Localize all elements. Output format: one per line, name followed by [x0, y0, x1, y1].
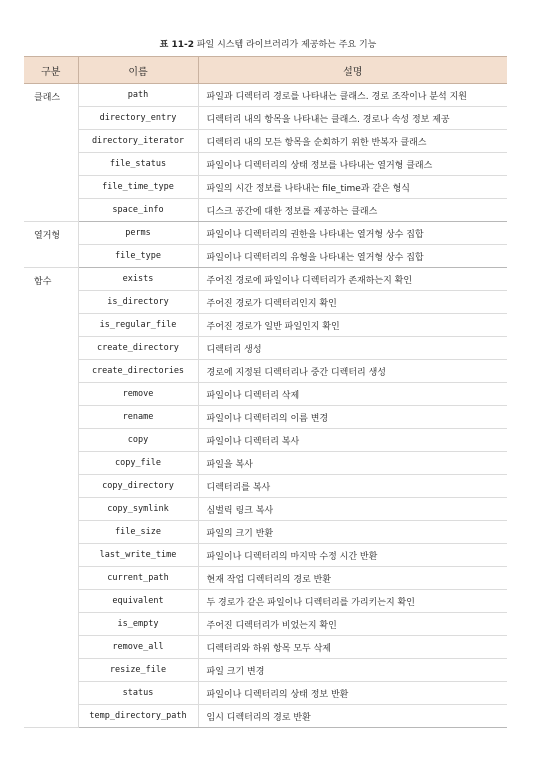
- category-cell: 함수: [24, 268, 78, 728]
- table-row: [24, 613, 507, 636]
- table-row: [24, 636, 507, 659]
- table-caption: [0, 37, 536, 50]
- name-cell: resize_file: [78, 659, 198, 682]
- table-row: [24, 521, 507, 544]
- table-row: [24, 130, 507, 153]
- name-cell: copy_directory: [78, 475, 198, 498]
- table-row: [24, 360, 507, 383]
- description-cell: 파일이나 디렉터리의 마지막 수정 시간 반환: [198, 544, 507, 567]
- description-cell: 파일을 복사: [198, 452, 507, 475]
- name-cell: equivalent: [78, 590, 198, 613]
- table-row: [24, 406, 507, 429]
- description-cell: 파일이나 디렉터리의 상태 정보를 나타내는 열거형 클래스: [198, 153, 507, 176]
- table-row: [24, 383, 507, 406]
- description-cell: 파일과 디렉터리 경로를 나타내는 클래스. 경로 조작이나 분석 지원: [198, 84, 507, 107]
- name-cell: directory_entry: [78, 107, 198, 130]
- description-cell: 주어진 경로가 디렉터리인지 확인: [198, 291, 507, 314]
- name-cell: temp_directory_path: [78, 705, 198, 728]
- name-cell: file_time_type: [78, 176, 198, 199]
- description-cell: 디렉터리 내의 항목을 나타내는 클래스. 경로나 속성 정보 제공: [198, 107, 507, 130]
- table-row: [24, 659, 507, 682]
- table-row: [24, 199, 507, 222]
- name-cell: file_size: [78, 521, 198, 544]
- description-cell: 경로에 지정된 디렉터리나 중간 디렉터리 생성: [198, 360, 507, 383]
- category-cell: 클래스: [24, 84, 78, 222]
- description-cell: 파일의 크기 반환: [198, 521, 507, 544]
- name-cell: space_info: [78, 199, 198, 222]
- table-row: [24, 452, 507, 475]
- description-cell: 파일이나 디렉터리 복사: [198, 429, 507, 452]
- description-cell: 주어진 경로에 파일이나 디렉터리가 존재하는지 확인: [198, 268, 507, 291]
- name-cell: copy_symlink: [78, 498, 198, 521]
- description-cell: 두 경로가 같은 파일이나 디렉터리를 가리키는지 확인: [198, 590, 507, 613]
- table-row: [24, 107, 507, 130]
- table-row: [24, 176, 507, 199]
- description-cell: 파일 크기 변경: [198, 659, 507, 682]
- table-row: [24, 567, 507, 590]
- caption-number: 표 11-2: [159, 40, 194, 50]
- name-cell: copy: [78, 429, 198, 452]
- name-cell: exists: [78, 268, 198, 291]
- table-row: [24, 498, 507, 521]
- table-row: [24, 153, 507, 176]
- description-cell: 파일이나 디렉터리의 권한을 나타내는 열거형 상수 집합: [198, 222, 507, 245]
- description-cell: 파일이나 디렉터리의 상태 정보 반환: [198, 682, 507, 705]
- table-row: [24, 705, 507, 728]
- caption-text: 파일 시스템 라이브러리가 제공하는 주요 기능: [196, 40, 377, 50]
- table-row: [24, 337, 507, 360]
- description-cell: 파일이나 디렉터리의 이름 변경: [198, 406, 507, 429]
- name-cell: file_type: [78, 245, 198, 268]
- description-cell: 현재 작업 디렉터리의 경로 반환: [198, 567, 507, 590]
- description-cell: 디스크 공간에 대한 정보를 제공하는 클래스: [198, 199, 507, 222]
- table-row: [24, 314, 507, 337]
- description-cell: 파일이나 디렉터리의 유형을 나타내는 열거형 상수 집합: [198, 245, 507, 268]
- description-cell: 임시 디렉터리의 경로 반환: [198, 705, 507, 728]
- header-name: 이름: [78, 57, 198, 84]
- table-body: [24, 84, 507, 728]
- name-cell: remove: [78, 383, 198, 406]
- name-cell: status: [78, 682, 198, 705]
- table-row: [24, 429, 507, 452]
- description-cell: 심벌릭 링크 복사: [198, 498, 507, 521]
- name-cell: is_directory: [78, 291, 198, 314]
- table-row: [24, 682, 507, 705]
- table-row: [24, 245, 507, 268]
- name-cell: directory_iterator: [78, 130, 198, 153]
- description-cell: 디렉터리 생성: [198, 337, 507, 360]
- category-cell: 열거형: [24, 222, 78, 268]
- name-cell: path: [78, 84, 198, 107]
- name-cell: copy_file: [78, 452, 198, 475]
- name-cell: file_status: [78, 153, 198, 176]
- name-cell: is_regular_file: [78, 314, 198, 337]
- description-cell: 디렉터리를 복사: [198, 475, 507, 498]
- name-cell: last_write_time: [78, 544, 198, 567]
- table-row: [24, 475, 507, 498]
- header-category: 구분: [24, 57, 78, 84]
- table-row: [24, 268, 507, 291]
- description-cell: 주어진 디렉터리가 비었는지 확인: [198, 613, 507, 636]
- description-cell: 디렉터리 내의 모든 항목을 순회하기 위한 반복자 클래스: [198, 130, 507, 153]
- name-cell: create_directory: [78, 337, 198, 360]
- table-row: [24, 84, 507, 107]
- name-cell: rename: [78, 406, 198, 429]
- description-cell: 파일의 시간 정보를 나타내는 file_time과 같은 형식: [198, 176, 507, 199]
- name-cell: perms: [78, 222, 198, 245]
- name-cell: create_directories: [78, 360, 198, 383]
- table-header-row: [24, 57, 507, 84]
- table-row: [24, 544, 507, 567]
- header-description: 설명: [198, 57, 507, 84]
- table-row: [24, 291, 507, 314]
- table-row: [24, 222, 507, 245]
- filesystem-functions-table: [24, 56, 507, 728]
- description-cell: 주어진 경로가 일반 파일인지 확인: [198, 314, 507, 337]
- table-row: [24, 590, 507, 613]
- description-cell: 디렉터리와 하위 항목 모두 삭제: [198, 636, 507, 659]
- description-cell: 파일이나 디렉터리 삭제: [198, 383, 507, 406]
- name-cell: is_empty: [78, 613, 198, 636]
- name-cell: remove_all: [78, 636, 198, 659]
- name-cell: current_path: [78, 567, 198, 590]
